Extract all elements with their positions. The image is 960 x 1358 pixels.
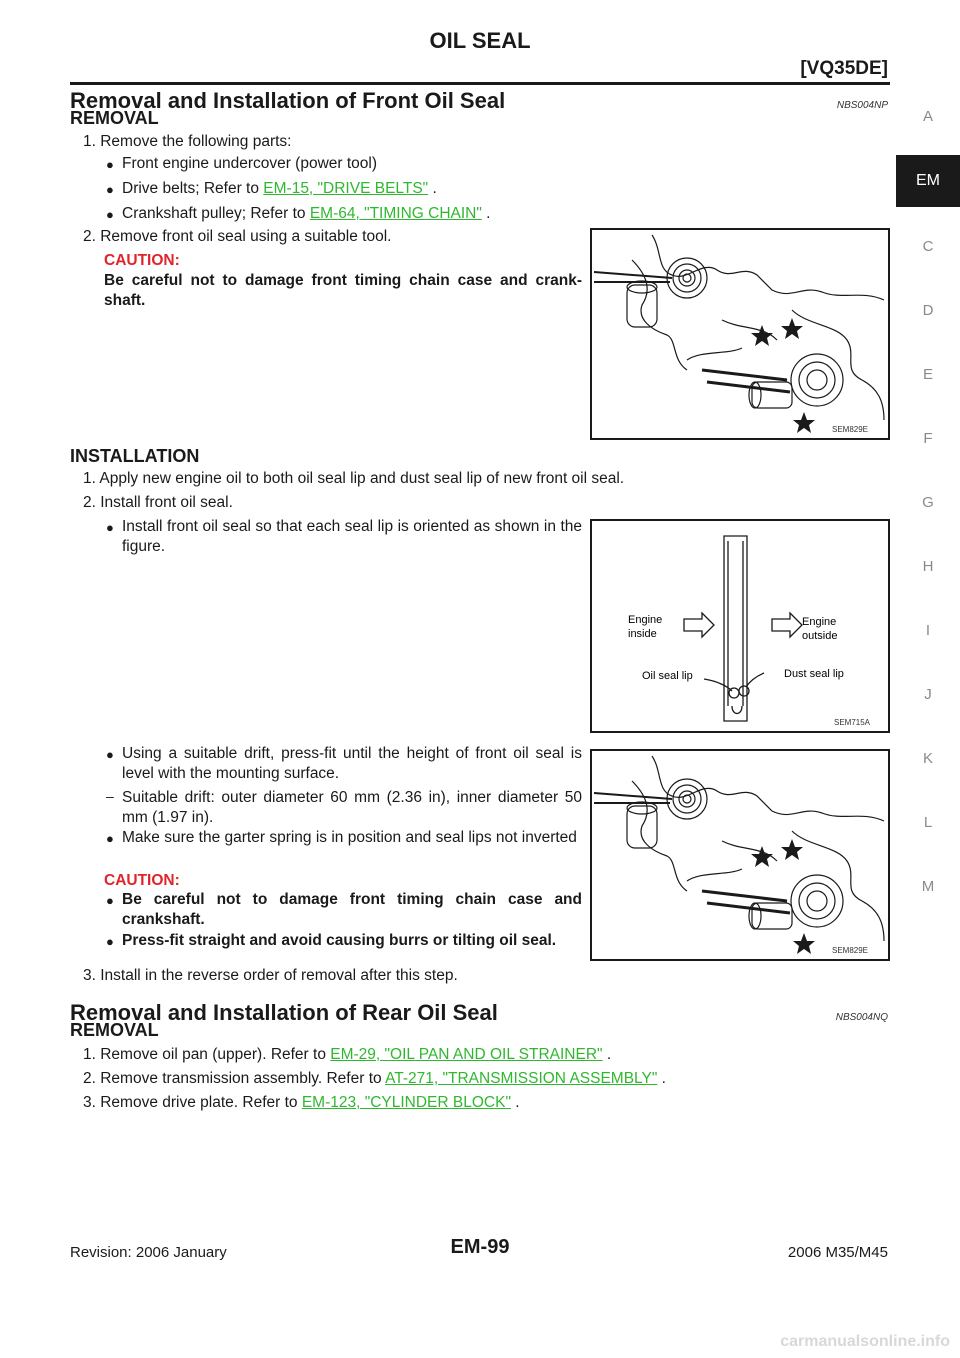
index-tab-em[interactable]: EM [896, 155, 960, 207]
cylinder-block-link[interactable]: EM-123, "CYLINDER BLOCK" [301, 1094, 511, 1111]
rear-removal-step-3 [83, 1093, 520, 1113]
index-tab-f[interactable]: F [923, 430, 933, 447]
index-tab-e[interactable]: E [922, 366, 933, 383]
installation-step-3: 3. Install in the reverse order of removal after this step. [83, 967, 458, 984]
bullet-undercover: Front engine undercover (power tool) [122, 155, 378, 172]
footer-model: 2006 M35/M45 [787, 1244, 888, 1261]
index-tab-d[interactable]: D [922, 302, 934, 319]
seal-lip-diagram [592, 521, 888, 731]
footer-page-number: EM-99 [450, 1236, 510, 1258]
bullet-icon: ● [106, 934, 114, 949]
index-tab-l[interactable]: L [923, 814, 933, 831]
crank-pulley-post: . [481, 205, 491, 222]
oil-seal-lip-label: Oil seal lip [642, 670, 693, 682]
bullet-icon: ● [106, 747, 114, 762]
bullet-icon: ● [106, 157, 114, 172]
index-tab-h[interactable]: H [922, 558, 934, 575]
index-tab-g[interactable]: G [922, 494, 934, 511]
figure-seal-lip-orientation [590, 519, 890, 733]
transmission-link[interactable]: AT-271, "TRANSMISSION ASSEMBLY" [385, 1070, 658, 1087]
engine-inside-line-1: Engine [628, 614, 663, 626]
engine-removal-illustration [592, 230, 888, 438]
index-tab-c[interactable]: C [922, 238, 934, 255]
engine-install-illustration [592, 751, 888, 959]
front-section-title: Removal and Installation of Front Oil Seal [70, 88, 506, 113]
figure-3-code: SEM829E [832, 946, 869, 955]
engine-outside-line-2: outside [802, 630, 838, 642]
rear-step-2-post: . [657, 1070, 666, 1087]
crank-pulley-text: Crankshaft pulley; Refer to [122, 205, 310, 222]
rear-removal-step-1 [83, 1045, 611, 1065]
caution-2-item-2: Press-fit straight and avoid causing burrs or tilting oil seal. [122, 932, 557, 949]
oil-pan-link[interactable]: EM-29, "OIL PAN AND OIL STRAINER" [330, 1046, 603, 1063]
front-removal-step-1: 1. Remove the following parts: [83, 133, 292, 150]
dash-drift-size: Suitable drift: outer diameter 60 mm (2.36 in), inner diameter 50 mm (1.97 in). [122, 789, 582, 826]
bullet-seal-orientation: Install front oil seal so that each seal lip is oriented as shown in the figure. [122, 518, 582, 555]
rear-step-3-post: . [510, 1094, 520, 1111]
watermark: carmanualsonline.info [780, 1333, 950, 1350]
rear-section-title: Removal and Installation of Rear Oil Seal [70, 1000, 498, 1025]
index-tab-a[interactable]: A [922, 108, 933, 125]
figure-front-seal-install [590, 749, 890, 961]
bullet-icon: ● [106, 207, 114, 222]
engine-code: [VQ35DE] [800, 58, 888, 79]
timing-chain-link[interactable]: EM-64, "TIMING CHAIN" [309, 205, 482, 222]
rear-step-2-text: 2. Remove transmission assembly. Refer to [83, 1070, 386, 1087]
front-removal-heading: REMOVAL [70, 108, 159, 128]
bullet-icon: ● [106, 893, 114, 908]
engine-inside-line-2: inside [628, 628, 657, 640]
index-tab-m[interactable]: M [921, 878, 935, 895]
rear-step-3-text: 3. Remove drive plate. Refer to [83, 1094, 302, 1111]
rear-removal-heading: REMOVAL [70, 1020, 159, 1040]
caution-text: Be careful not to damage front timing chain case and crank-shaft. [104, 272, 582, 309]
front-section-code: NBS004NP [836, 100, 888, 111]
engine-outside-line-1: Engine [802, 616, 837, 628]
caution-2-label: CAUTION: [104, 872, 180, 889]
dash-icon: – [106, 788, 114, 804]
rear-section-code: NBS004NQ [835, 1012, 888, 1023]
bullet-icon: ● [106, 182, 114, 197]
caution-label: CAUTION: [104, 252, 180, 269]
index-tab-k[interactable]: K [922, 750, 933, 767]
figure-front-seal-removal [590, 228, 890, 440]
caution-2-item-1: Be careful not to damage front timing chain case and crankshaft. [122, 891, 582, 928]
dust-seal-lip-label: Dust seal lip [784, 668, 844, 680]
figure-1-code: SEM829E [832, 425, 869, 434]
drive-belts-post: . [428, 180, 437, 197]
front-removal-step-2: 2. Remove front oil seal using a suitable tool. [83, 228, 392, 245]
drive-belts-link[interactable]: EM-15, "DRIVE BELTS" [263, 180, 429, 197]
bullet-icon: ● [106, 520, 114, 535]
installation-heading: INSTALLATION [70, 446, 200, 466]
figure-2-code: SEM715A [834, 718, 871, 727]
header-rule [70, 82, 890, 85]
footer-revision: Revision: 2006 January [70, 1244, 227, 1261]
installation-step-2: 2. Install front oil seal. [83, 494, 233, 511]
bullet-drive-belts [122, 179, 437, 199]
installation-step-1: 1. Apply new engine oil to both oil seal lip and dust seal lip of new front oil seal. [83, 470, 625, 487]
index-tab-j[interactable]: J [924, 686, 932, 703]
bullet-icon: ● [106, 831, 114, 846]
bullet-garter-spring: Make sure the garter spring is in position and seal lips not inverted [122, 829, 577, 846]
page-title: OIL SEAL [429, 28, 531, 53]
index-tab-i[interactable]: I [925, 622, 931, 639]
rear-step-1-post: . [602, 1046, 612, 1063]
drive-belts-text: Drive belts; Refer to [122, 180, 264, 197]
bullet-press-fit: Using a suitable drift, press-fit until the height of front oil seal is level with the mounting surface. [122, 745, 582, 782]
rear-removal-step-2 [83, 1069, 666, 1089]
bullet-crank-pulley [122, 204, 490, 224]
rear-step-1-text: 1. Remove oil pan (upper). Refer to [83, 1046, 331, 1063]
